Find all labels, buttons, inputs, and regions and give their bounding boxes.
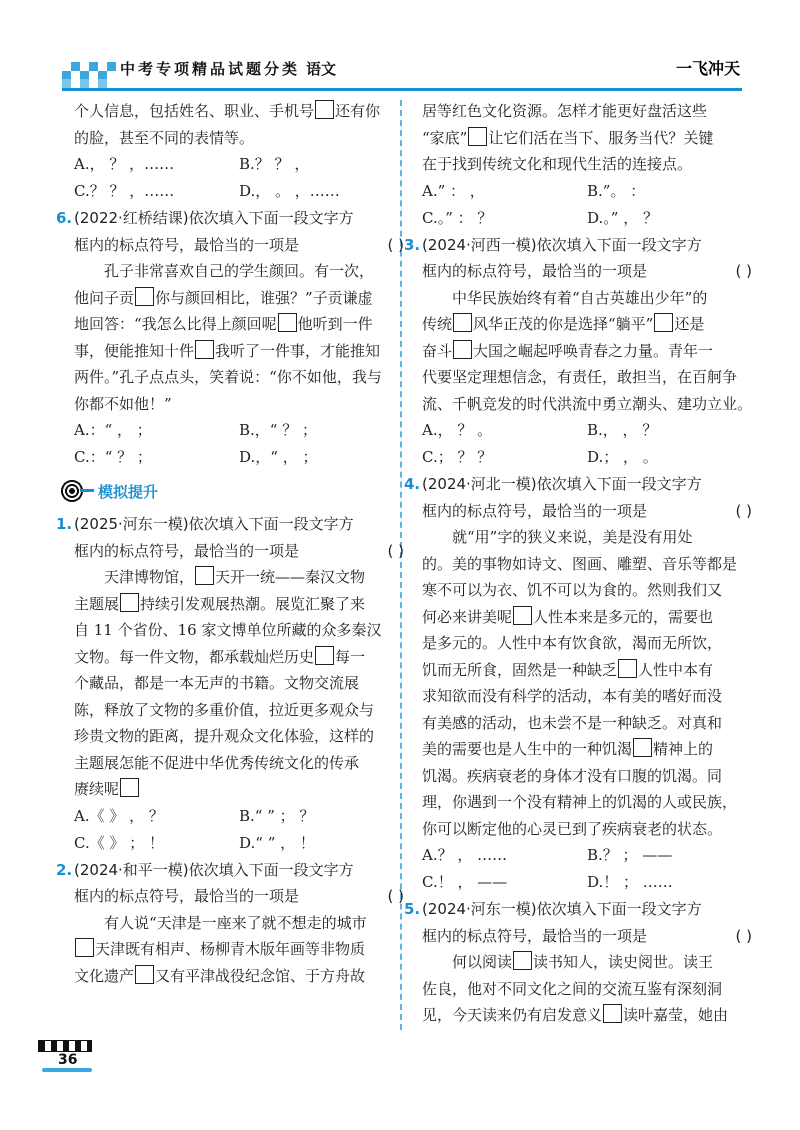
text-line: 主题展 持续引发观展热潮。展览汇聚了来 [74,594,366,613]
options-row [74,151,404,178]
text-line: 孔子非常喜欢自己的学生颜回。有一次， [104,262,375,280]
question-head: (2024·河西一模)依次填入下面一段文字方 [422,235,702,254]
text-line: 饥而无所食，固然是一种缺乏 人性中本有 [422,660,714,679]
text-line: 你可以断定他的心灵已到了疾病衰老的状态。 [422,819,723,838]
answer-box [453,313,472,332]
answer-box [453,340,472,359]
text-line: 有美感的活动，也未尝不是一种缺乏。对真和 [422,713,723,732]
answer-box [633,738,652,757]
option-d: D.， 。 ，…… [239,182,340,200]
text-line: 两件。”孔子点点头，笑着说：“你不如他，我与 [74,368,382,386]
options-row [74,803,404,830]
option-b: B.？ ？ ， [239,155,310,173]
text-line: 中华民族始终有着“自古英雄出少年”的 [452,288,708,307]
text-line: 个藏品，都是一本无声的书籍。文物交流展 [74,674,360,692]
text-line: 就“用”字的狭义来说，美是没有用处 [452,528,693,546]
text-line: 美的需要也是人生中的一种饥渴 精神上的 [422,740,714,758]
answer-box [278,313,297,332]
text-line: 天津博物馆， 天开一统——秦汉文物 [104,568,366,586]
option-a: A.， ？ ，…… [74,155,175,173]
option-d: D.。” ， ？ [587,208,658,227]
answer-paren: ( ) [387,235,404,254]
question-head: (2024·河北一模)依次填入下面一段文字方 [422,475,702,493]
text-line: 流、千帆竞发的时代洪流中勇立潮头、建功立业。 [422,394,753,413]
text-line: 理，你遇到一个没有精神上的饥渴的人或民族， [422,793,738,811]
answer-paren: ( ) [735,262,752,280]
question-head: (2022·红桥结课)依次填入下面一段文字方 [74,209,354,227]
text-line: “家底” 让它们活在当下、服务当代？关键 [422,128,714,147]
left-column [56,98,404,989]
answer-paren: ( ) [735,501,752,520]
question-6: 6. (2022·红桥结课)依次填入下面一段文字方 框内的标点符号，最恰当的一项是 ( ) 孔子非常喜欢自己的学生颜回。有一次， 他问子贡 你与颜回相比，谁强？”子贡谦虚 地回答：“我怎么比得上颜回呢 他听到一件 事，便能推知十件 我听了一件事，才能推知 两件。”孔子点点头，笑着说：“你不如他，我与 你都不如他！” A.：“ ， ； B.，“ ？ ； C.：“ ？ ； D.，“ ， ； [74,205,404,471]
badge-base [42,1068,92,1072]
options-row [74,444,404,471]
text-line: 他问子贡 你与颜回相比，谁强？”子贡谦虚 [74,288,373,307]
text-line: 文物。每一件文物，都承载灿烂历史 每一 [74,647,366,666]
text-line: 佐良，他对不同文化之间的交流互鉴有深刻洞 [422,979,723,998]
answer-box [513,606,532,625]
option-a: A.” ： ， [422,181,485,200]
text-line: 珍贵文物的距离，提升观众文化体验，这样的 [74,727,375,745]
text-line: 的。美的事物如诗文、图画、雕塑、音乐等都是 [422,554,738,573]
options-row [422,205,752,232]
question-head: (2024·河东一模)依次填入下面一段文字方 [422,900,702,918]
header-subject: 语文 [306,60,337,78]
option-d: D.！ ； …… [587,873,673,891]
answer-box [315,646,334,665]
option-c: C.：“ ？ ； [74,448,152,466]
option-c: C.！ ， —— [422,873,508,891]
answer-box [120,593,139,612]
answer-box [120,778,139,797]
question-number: 4. [404,475,421,493]
answer-box [75,938,94,957]
text-line: 是多元的。人性中本有饮食欲，渴而无所饮， [422,634,723,652]
page-number-badge [38,1040,94,1070]
text-line: 见，今天读来仍有启发意义 读叶嘉莹，她由 [422,1006,729,1024]
options-row [74,417,404,444]
options-row [74,178,404,205]
checkered-flag-icon [38,1040,92,1052]
page-header [0,0,800,92]
header-brand: 一飞冲天 [676,59,741,78]
options-row [422,842,752,869]
text-line: 主题展怎能不促进中华优秀传统文化的传承 [74,753,360,772]
question-number: 2. [56,860,73,879]
option-a: A.《 》 ， ？ [74,806,164,825]
option-d: D.，“ ， ； [239,448,318,466]
answer-box [468,127,487,146]
option-d: D.“ ” ， ！ [239,833,315,852]
text-line: 饥渴。疾病衰老的身体才没有口腹的饥渴。同 [422,766,723,785]
options-row [74,830,404,857]
answer-paren: ( ) [387,541,404,560]
answer-box [135,287,154,306]
answer-box [135,965,154,984]
option-c: C.； ？ ？ [422,448,493,466]
option-a: A.：“ ， ； [74,421,152,439]
option-b: B.， ， ？ [587,421,658,439]
answer-box [603,1004,622,1023]
options-row [422,178,752,205]
option-b: B.”。 ： [587,181,646,200]
text-line: 陈，释放了文物的多重价值，拉近更多观众与 [74,700,375,719]
question-head: (2025·河东一模)依次填入下面一段文字方 [74,515,354,533]
answer-box [618,659,637,678]
question-number: 6. [56,209,73,227]
option-b: B.？ ； —— [587,846,673,864]
page-number: 36 [58,1052,78,1068]
answer-box [513,951,532,970]
answer-paren: ( ) [387,887,404,905]
option-d: D.； ， 。 [587,448,658,466]
text-line: 代要坚定理想信念，有责任，敢担当，在百舸争 [422,368,738,386]
options-row [422,869,752,896]
section-heading [60,477,404,509]
answer-box [654,313,673,332]
option-c: C.《 》 ； ！ [74,833,165,852]
text-line: 天津既有相声、杨柳青木版年画等非物质 [74,936,404,963]
text-line: 居等红色文化资源。怎样才能更好盘活这些 [422,102,708,120]
question-number: 5. [404,900,421,918]
option-b: B.，“ ？ ； [239,421,317,439]
text-line: 何以阅读 读书知人，读史阅世。读王 [452,953,714,971]
text-line: 求知欲而没有科学的活动，本有美的嗜好而没 [422,687,723,705]
text-line: 奋斗 大国之崛起呼唤青春之力量。青年一 [422,341,714,360]
answer-box [195,340,214,359]
section-label: 模拟提升 [98,483,159,501]
header-logo-icon [62,62,120,88]
question-1: 1. (2025·河东一模)依次填入下面一段文字方 框内的标点符号，最恰当的一项是 ( ) 天津博物馆， 天开一统——秦汉文物 主题展 持续引发观展热潮。展览汇聚了来 自 11 个省份、16 家文博单位所藏的众多秦汉 文物。每一件文物，都承载灿烂历史 每一 个藏品，都是一本无声的书籍。文物交流展 陈，释放了文物的多重价值，拉近更多观众与 珍贵文物的距离，提升观众文化体验，这样的 主题展怎能不促进中华优秀传统文化的传承 赓续呢 A.《 》 ， ？ B.“ ” ； ？ C.《 》 ； ！ D.“ ” ， ！ [74,511,404,857]
answer-paren: ( ) [735,926,752,945]
option-c: C.？ ？ ，…… [74,182,175,200]
header-title: 中考专项精品试题分类 [120,60,301,78]
text-line: 传统 风华正茂的你是选择“躺平” 还是 [422,315,705,333]
header-rule [62,88,742,91]
options-row [422,444,752,471]
text-line: 的脸，甚至不同的表情等。 [74,128,255,147]
option-c: C.。” ： ？ [422,208,493,227]
answer-box [315,100,334,119]
question-number: 3. [404,235,421,254]
text-line: 有人说“天津是一座来了就不想走的城市 [104,913,367,932]
question-4: 4. (2024·河北一模)依次填入下面一段文字方 框内的标点符号，最恰当的一项是 ( ) 就“用”字的狭义来说，美是没有用处 的。美的事物如诗文、图画、雕塑、音乐等都是 寒不可以为衣、饥不可以为食的。然则我们又 何必来讲美呢 人性本来是多元的，需要也 是多元的。人性中本有饮食欲，渴而无所饮， 饥而无所食，固然是一种缺乏 人性中本有 求知欲而没有科学的活动，本有美的嗜好而没 有美感的活动，也未尝不是一种缺乏。对真和 美的需要也是人生中的一种饥渴 精神上的 饥渴。疾病衰老的身体才没有口腹的饥渴。同 理，你遇到一个没有精神上的饥渴的人或民族， 你可以断定他的心灵已到了疾病衰老的状态。 A.？ ， …… B.？ ； —— C.！ ， —— D.！ ； …… [422,471,752,896]
option-b: B.“ ” ； ？ [239,806,315,825]
text-line: 事，便能推知十件 我听了一件事，才能推知 [74,341,381,360]
text-line: 赓续呢 [74,776,404,803]
question-5: 5. (2024·河东一模)依次填入下面一段文字方 框内的标点符号，最恰当的一项是 ( ) 何以阅读 读书知人，读史阅世。读王 佐良，他对不同文化之间的交流互鉴有深刻洞 见，今天读来仍有启发意义 读叶嘉莹，她由 [422,896,752,1029]
question-3: 3. (2024·河西一模)依次填入下面一段文字方 框内的标点符号，最恰当的一项是 ( ) 中华民族始终有着“自古英雄出少年”的 传统 风华正茂的你是选择“躺平” 还是 奋斗 大国之崛起呼唤青春之力量。青年一 代要坚定理想信念，有责任，敢担当，在百舸争 流、千帆竞发的时代洪流中勇立潮头、建功立业。 A.， ？ 。 B.， ， ？ C.； ？ ？ D.； ， 。 [422,232,752,472]
text-line: 个人信息，包括姓名、职业、手机号 还有你 [74,102,381,120]
text-line: 地回答：“我怎么比得上颜回呢 他听到一件 [74,315,373,333]
text-line: 文化遗产 又有平津战役纪念馆、于方舟故 [74,966,366,985]
question-head: (2024·和平一模)依次填入下面一段文字方 [74,860,354,879]
options-row [422,417,752,444]
question-2: 2. (2024·和平一模)依次填入下面一段文字方 框内的标点符号，最恰当的一项是 ( ) 有人说“天津是一座来了就不想走的城市 天津既有相声、杨柳青木版年画等非物质 文化遗产 又有平津战役纪念馆、于方舟故 [74,857,404,990]
text-line: 寒不可以为衣、饥不可以为食的。然则我们又 [422,581,723,599]
question-number: 1. [56,515,73,533]
answer-box [195,566,214,585]
option-a: A.， ？ 。 [422,421,493,439]
text-line: 你都不如他！” [74,394,172,413]
option-a: A.？ ， …… [422,846,508,864]
right-column [404,98,753,1029]
text-line: 在于找到传统文化和现代生活的连接点。 [422,155,693,173]
text-line: 自 11 个省份、16 家文博单位所藏的众多秦汉 [74,621,382,639]
text-line: 何必来讲美呢 人性本来是多元的，需要也 [422,607,714,626]
arrow-icon [80,489,94,492]
